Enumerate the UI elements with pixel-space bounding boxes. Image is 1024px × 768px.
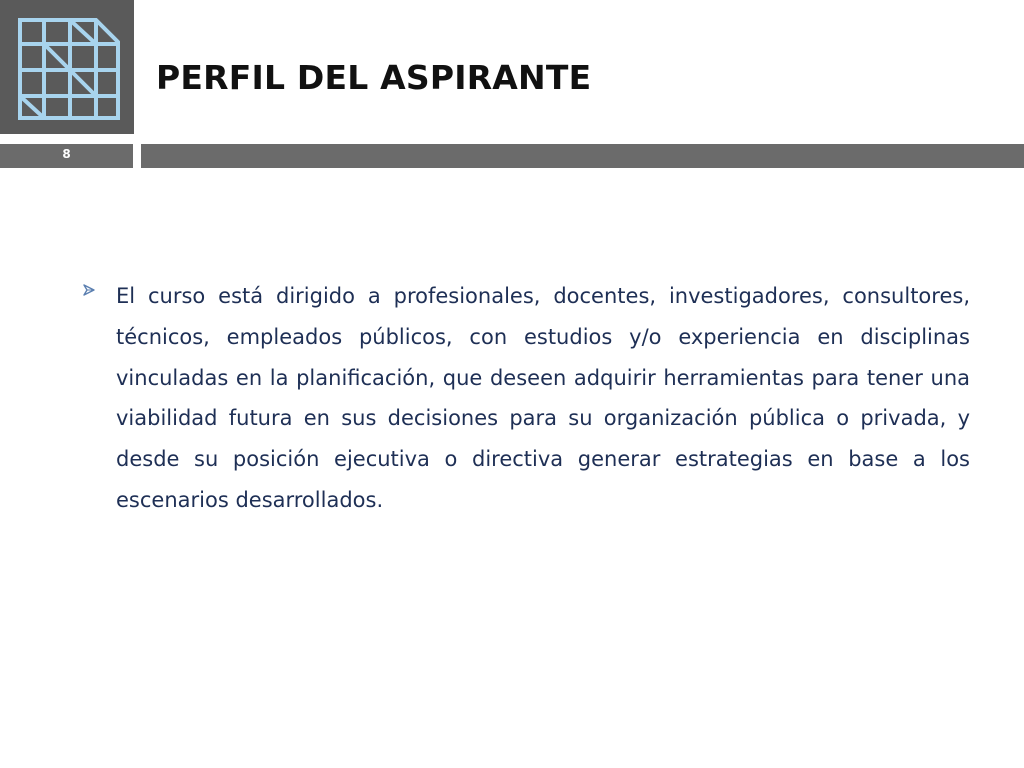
bullet-paragraph: El curso está dirigido a profesionales, docentes, investigadores, consultores, técnicos, empleados públicos, con estudios y/o experiencia en disciplinas vinculadas en la planificación, que deseen adquirir herramientas para tener una viabilidad futura en sus decisiones para su organización pública o privada, y desde su posición ejecutiva o directiva generar estrategias en base a los escenarios desarrollados. [116,284,970,512]
grid-document-icon [14,14,122,122]
logo [0,0,134,134]
header-band [141,144,1024,168]
slide-title: PERFIL DEL ASPIRANTE [156,58,592,97]
content-area [82,276,970,521]
bullet-item [82,276,970,521]
page-number: 8 [62,147,71,161]
arrowhead-bullet-icon [82,276,116,301]
